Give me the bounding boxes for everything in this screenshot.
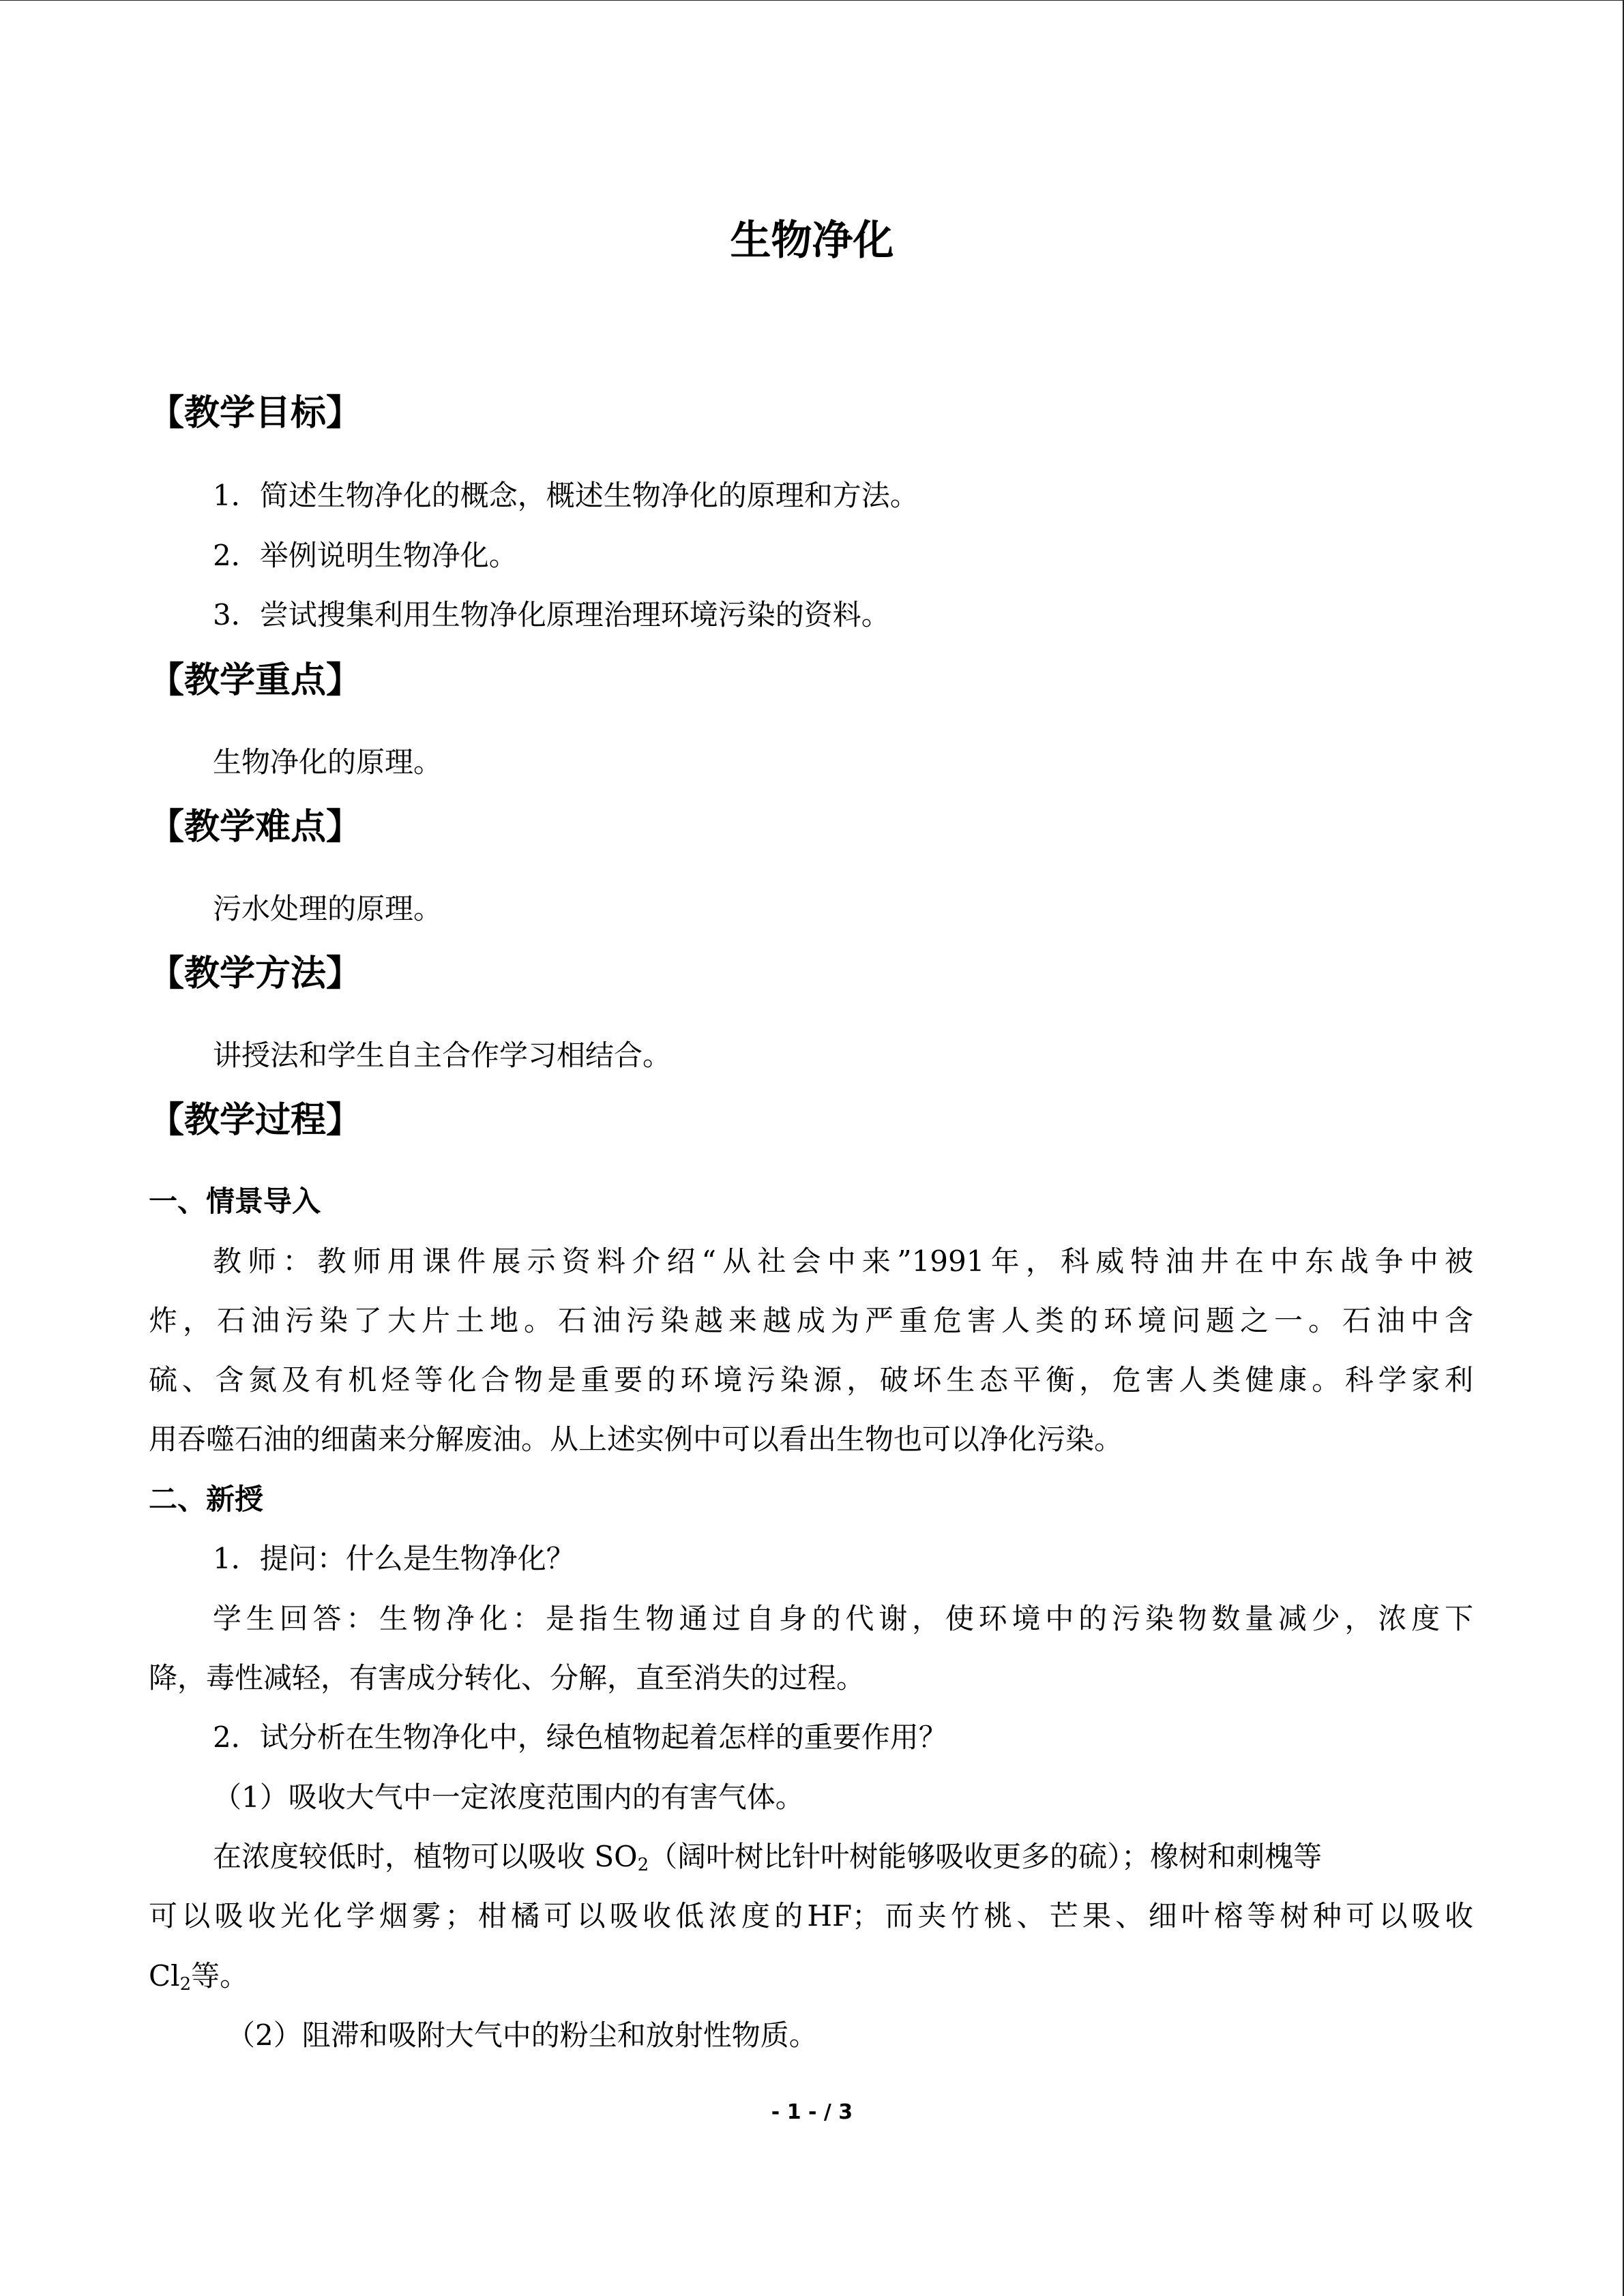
page-number: - 1 - / 3	[771, 2100, 853, 2124]
paragraph-line: 用吞噬石油的细菌来分解废油。从上述实例中可以看出生物也可以净化污染。	[149, 1422, 1123, 1456]
difficulty-text: 污水处理的原理。	[213, 892, 443, 925]
section-heading-difficulty: 【教学难点】	[149, 806, 362, 848]
subscript: 2	[179, 1974, 192, 1995]
paragraph-line: 硫、含氮及有机烃等化合物是重要的环境污染源，破坏生态平衡，危害人类健康。科学家利	[149, 1363, 1473, 1397]
goal-item: 1．简述生物净化的概念，概述生物净化的原理和方法。	[213, 479, 919, 512]
subscript: 2	[637, 1855, 649, 1875]
paragraph-line: 教师：教师用课件展示资料介绍“从社会中来”1991年，科威特油井在中东战争中被	[213, 1244, 1473, 1278]
text-span: 在浓度较低时，植物可以吸收 SO	[213, 1840, 638, 1873]
paragraph-line	[213, 1834, 1473, 1879]
goal-item: 2．举例说明生物净化。	[213, 539, 518, 572]
point-1: （1）吸收大气中一定浓度范围内的有害气体。	[213, 1780, 804, 1814]
point-2: （2）阻滞和吸附大气中的粉尘和放射性物质。	[226, 2018, 818, 2052]
text-span: Cl	[149, 1959, 180, 1993]
key-text: 生物净化的原理。	[213, 745, 443, 779]
section-heading-process: 【教学过程】	[149, 1099, 362, 1141]
method-text: 讲授法和学生自主合作学习相结合。	[213, 1039, 672, 1072]
paragraph-line: 可以吸收光化学烟雾；柑橘可以吸收低浓度的HF；而夹竹桃、芒果、细叶榕等树种可以吸收	[149, 1899, 1473, 1933]
question-1: 1．提问：什么是生物净化？	[213, 1542, 575, 1575]
paragraph-line: 炸，石油污染了大片土地。石油污染越来越成为严重危害人类的环境问题之一。石油中含	[149, 1304, 1473, 1337]
goal-item: 3．尝试搜集利用生物净化原理治理环境污染的资料。	[213, 598, 890, 631]
section-heading-key: 【教学重点】	[149, 659, 362, 701]
text-span: 等。	[191, 1959, 249, 1993]
section-heading-method: 【教学方法】	[149, 953, 362, 994]
part2-heading: 二、新授	[149, 1482, 264, 1516]
section-heading-goals: 【教学目标】	[149, 392, 362, 434]
paragraph-line: 降，毒性减轻，有害成分转化、分解，直至消失的过程。	[149, 1661, 866, 1695]
question-2: 2．试分析在生物净化中，绿色植物起着怎样的重要作用？	[213, 1720, 947, 1754]
page-top-border	[0, 0, 1623, 1]
text-span: （阔叶树比针叶树能够吸收更多的硫）；橡树和刺槐等	[649, 1840, 1323, 1873]
paragraph-line: 学生回答：生物净化：是指生物通过自身的代谢，使环境中的污染物数量减少，浓度下	[213, 1602, 1473, 1635]
part1-heading: 一、情景导入	[149, 1184, 321, 1218]
document-title: 生物净化	[730, 217, 894, 265]
paragraph-line	[149, 1954, 248, 1999]
